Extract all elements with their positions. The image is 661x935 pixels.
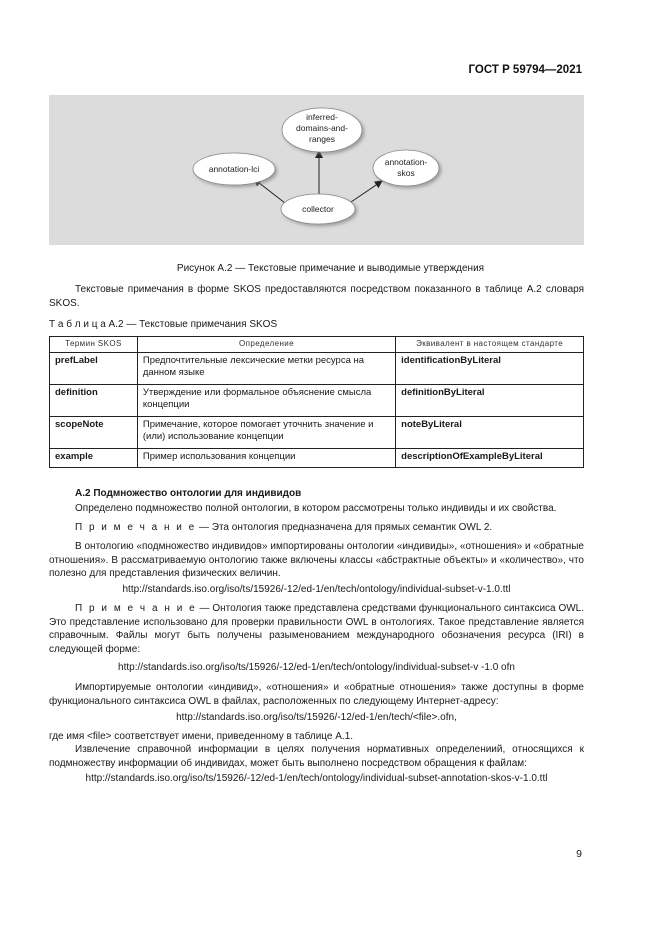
cell-equivalent: identificationByLiteral [396,353,584,385]
table-header-row [50,337,584,353]
note-1-label: П р и м е ч а н и е [75,522,197,533]
cell-definition: Утверждение или формальное объяснение смысла концепции [137,385,395,417]
table-row [50,385,584,417]
header-definition: Определение [137,337,395,353]
edge-collector-to-annotation-skos [351,181,382,202]
header-term: Термин SKOS [50,337,138,353]
skos-table [49,336,584,468]
standard-number: ГОСТ Р 59794—2021 [468,64,582,76]
url-3: http://standards.iso.org/iso/ts/15926/-12/ed-1/en/tech/<file>.ofn, [176,712,457,723]
table-row [50,353,584,385]
url-4: http://standards.iso.org/iso/ts/15926/-12/ed-1/en/tech/ontology/individual-subset-annotation-skos-v-1.0.ttl [85,773,548,784]
cell-term: definition [50,385,138,417]
note-2 [49,602,584,656]
table-caption-label: Т а б л и ц а [49,319,106,330]
node-inferred-label-1: inferred- [306,112,338,122]
url-1: http://standards.iso.org/iso/ts/15926/-12/ed-1/en/tech/ontology/individual-subset-v-1.0.ttl [122,584,511,595]
cell-term: prefLabel [50,353,138,385]
node-collector-label: collector [302,204,334,214]
cell-definition: Примечание, которое помогает уточнить значение и (или) использование концепции [137,417,395,449]
intro-paragraph: Текстовые примечания в форме SKOS предоставляются посредством показанного в таблице А.2 словаря SKOS. [49,284,584,309]
section-heading: А.2 Подмножество онтологии для индивидов [75,488,302,499]
ontology-import-diagram [49,95,584,245]
figure-caption: Рисунок А.2 — Текстовые примечание и выводимые утверждения [176,263,485,274]
cell-definition: Предпочтительные лексические метки ресурса на данном языке [137,353,395,385]
note-1-text: — Эта онтология предназначена для прямых семантик OWL 2. [196,522,493,533]
cell-definition: Пример использования концепции [137,449,395,468]
node-annotation-skos-label-2: skos [397,168,415,178]
table-row [50,449,584,468]
cell-equivalent: descriptionOfExampleByLiteral [396,449,584,468]
cell-term: example [50,449,138,468]
note-1 [49,521,584,535]
cell-equivalent: definitionByLiteral [396,385,584,417]
note-2-label: П р и м е ч а н и е [75,603,197,614]
node-annotation-lci-label: annotation-lci [208,164,260,174]
diagram-figure [49,95,584,245]
header-equivalent: Эквивалент в настоящем стандарте [396,337,584,353]
section-paragraph-3: Импортируемые онтологии «индивид», «отношения» и «обратные отношения» также доступны в форме функционального синтаксиса OWL в файлах, расположенных по следующему Интернет-адресу: [49,682,584,707]
table-row [50,417,584,449]
node-inferred-label-2: domains-and- [296,123,348,133]
node-annotation-skos-label-1: annotation- [384,157,428,167]
section-paragraph-2: В онтологию «подмножество индивидов» импортированы онтологии «индивиды», «отношения» и «обратные отношения». В рассматриваемую онтологию также включены классы «абстрактные объекты» и «количество», что полезно для представления физических величин. [49,541,584,579]
url-2: http://standards.iso.org/iso/ts/15926/-12/ed-1/en/tech/ontology/individual-subset-v -1.0 ofn [118,662,515,673]
table-caption [49,318,277,332]
section-paragraph-5: Извлечение справочной информации в целях получения нормативных определениий, относящихся к подмножеству информации об индивидах, может быть выполнено посредством обращения к файлам: [49,744,584,769]
edge-collector-to-annotation-lci [254,179,285,203]
cell-equivalent: noteByLiteral [396,417,584,449]
table-caption-title: А.2 — Текстовые примечания SKOS [105,319,278,330]
page-number: 9 [576,848,582,860]
note-2-text: — Онтология также представлена средствами функционального синтаксиса OWL. Это представление использовано для проверки правильности OWL в онтологиях. Такое представление является справочным. Файлы могут быть получены разыменованием международного обозначения ресурса (IRI) в следующей форме: [49,603,585,655]
cell-term: scopeNote [50,417,138,449]
section-paragraph-1: Определено подмножество полной онтологии, в котором рассмотрены только индивиды и их свойства. [75,503,557,514]
node-inferred-label-3: ranges [309,134,335,144]
section-paragraph-4: где имя <file> соответствует имени, приведенному в таблице А.1. [49,731,354,742]
